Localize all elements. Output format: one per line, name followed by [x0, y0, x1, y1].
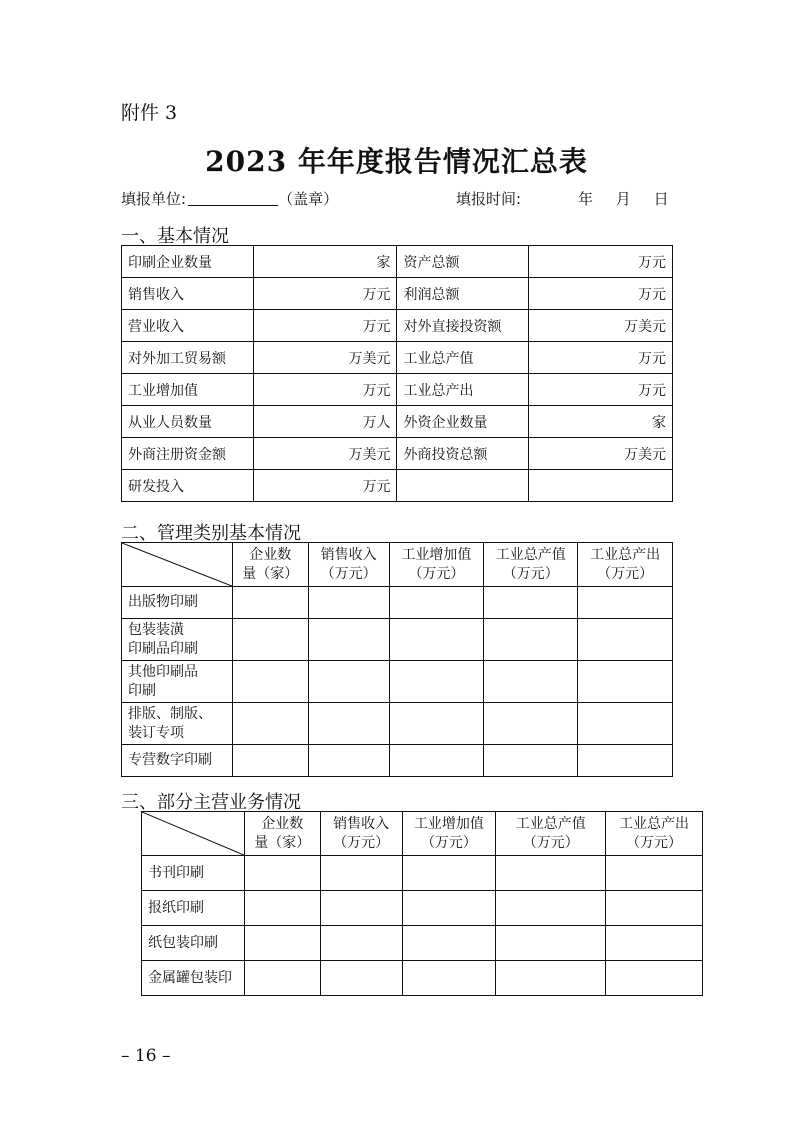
data-entry-cell[interactable] [389, 661, 484, 703]
data-entry-cell[interactable] [402, 856, 496, 891]
data-entry-cell[interactable] [244, 926, 320, 961]
cell-line: 销售收入 [320, 546, 377, 563]
row-label [122, 661, 233, 703]
row-label: 金属罐包装印 [142, 961, 245, 996]
table-row [122, 438, 673, 470]
basic-info-table [121, 245, 673, 502]
table-row [122, 587, 673, 619]
data-entry-cell[interactable] [578, 661, 673, 703]
data-entry-cell[interactable] [320, 856, 402, 891]
indicator-label: 工业增加值 [122, 374, 254, 406]
cell-line: 工业总产值 [515, 815, 586, 832]
indicator-value-cell[interactable]: 万人 [253, 406, 397, 438]
data-entry-cell[interactable] [578, 703, 673, 745]
cell-line: 企业数 [249, 546, 292, 563]
data-entry-cell[interactable] [244, 856, 320, 891]
indicator-value-cell[interactable]: 万元 [529, 278, 673, 310]
data-entry-cell[interactable] [308, 619, 389, 661]
data-entry-cell[interactable] [320, 961, 402, 996]
data-entry-cell[interactable] [232, 745, 308, 777]
row-label [122, 587, 233, 619]
column-header [389, 543, 484, 587]
cell-line: （万元） [408, 565, 465, 582]
business-table [141, 811, 703, 996]
data-entry-cell[interactable] [244, 961, 320, 996]
reporting-time-label: 填报时间: [456, 190, 522, 208]
data-entry-cell[interactable] [484, 587, 578, 619]
table-row [142, 926, 703, 961]
data-entry-cell[interactable] [402, 961, 496, 996]
cell-line: 工业总产出 [619, 815, 690, 832]
column-header [320, 812, 402, 856]
data-entry-cell[interactable] [308, 587, 389, 619]
cell-line: 其他印刷品 [128, 663, 198, 680]
table-row [122, 406, 673, 438]
indicator-label: 外资企业数量 [397, 406, 529, 438]
category-table-corner [122, 543, 233, 587]
indicator-value-cell[interactable]: 万元 [529, 342, 673, 374]
reporting-date [578, 188, 669, 209]
data-entry-cell[interactable] [320, 926, 402, 961]
cell-line: 工业总产值 [495, 546, 566, 563]
indicator-value-cell[interactable]: 万美元 [529, 438, 673, 470]
section1-title: 一、基本情况 [121, 226, 229, 247]
cell-line: 工业增加值 [413, 815, 484, 832]
table-row [122, 470, 673, 502]
data-entry-cell[interactable] [308, 703, 389, 745]
table-row [122, 745, 673, 777]
column-header [308, 543, 389, 587]
data-entry-cell[interactable] [389, 745, 484, 777]
cell-line: 销售收入 [333, 815, 390, 832]
cell-line: 专营数字印刷 [128, 752, 212, 768]
row-label [122, 703, 233, 745]
year-label: 年 [578, 190, 594, 208]
indicator-label: 工业总产值 [397, 342, 529, 374]
indicator-value-cell[interactable]: 家 [253, 246, 397, 278]
cell-line: 量（家） [242, 565, 299, 582]
indicator-label: 印刷企业数量 [122, 246, 254, 278]
column-header [244, 812, 320, 856]
column-header [484, 543, 578, 587]
category-table [121, 542, 673, 777]
data-entry-cell[interactable] [496, 891, 606, 926]
data-entry-cell[interactable] [389, 703, 484, 745]
data-entry-cell[interactable] [232, 619, 308, 661]
indicator-value-cell[interactable]: 万美元 [253, 342, 397, 374]
table-row [122, 661, 673, 703]
section2-title: 二、管理类别基本情况 [121, 523, 301, 544]
cell-line: 工业总产出 [590, 546, 661, 563]
data-entry-cell[interactable] [308, 661, 389, 703]
data-entry-cell[interactable] [402, 926, 496, 961]
indicator-value-cell[interactable] [529, 470, 673, 502]
cell-line: （万元） [597, 565, 654, 582]
reporting-unit-label: 填报单位: [121, 190, 187, 208]
reporting-unit-blank[interactable] [188, 191, 278, 206]
seal-note: （盖章） [278, 190, 339, 208]
row-label: 书刊印刷 [142, 856, 245, 891]
column-header [232, 543, 308, 587]
indicator-label [397, 470, 529, 502]
table-row [122, 278, 673, 310]
indicator-label: 外商投资总额 [397, 438, 529, 470]
data-entry-cell[interactable] [320, 891, 402, 926]
column-header [578, 543, 673, 587]
cell-line: （万元） [626, 834, 683, 851]
indicator-value-cell[interactable]: 万元 [253, 470, 397, 502]
table-row [122, 342, 673, 374]
cell-line: 出版物印刷 [128, 594, 198, 610]
data-entry-cell[interactable] [578, 587, 673, 619]
cell-line: 印刷 [128, 682, 156, 699]
indicator-value-cell[interactable]: 万元 [253, 374, 397, 406]
data-entry-cell[interactable] [606, 961, 703, 996]
cell-line: 工业增加值 [401, 546, 472, 563]
data-entry-cell[interactable] [389, 587, 484, 619]
indicator-label: 资产总额 [397, 246, 529, 278]
table-row [142, 856, 703, 891]
indicator-label: 工业总产出 [397, 374, 529, 406]
table-row [142, 961, 703, 996]
cell-line: （万元） [502, 565, 559, 582]
table-row [122, 619, 673, 661]
cell-line: 量（家） [254, 834, 311, 851]
indicator-label: 利润总额 [397, 278, 529, 310]
business-table-corner [142, 812, 245, 856]
data-entry-cell[interactable] [232, 703, 308, 745]
column-header [606, 812, 703, 856]
indicator-label: 从业人员数量 [122, 406, 254, 438]
table-row [122, 310, 673, 342]
table-row [142, 891, 703, 926]
table-row [122, 374, 673, 406]
data-entry-cell[interactable] [578, 619, 673, 661]
indicator-value-cell[interactable]: 万元 [529, 246, 673, 278]
data-entry-cell[interactable] [496, 961, 606, 996]
indicator-value-cell[interactable]: 万美元 [529, 310, 673, 342]
cell-line: （万元） [320, 565, 377, 582]
data-entry-cell[interactable] [389, 619, 484, 661]
page-number: – 16 – [121, 1046, 171, 1066]
data-entry-cell[interactable] [484, 619, 578, 661]
data-entry-cell[interactable] [402, 891, 496, 926]
cell-line: 排版、制版、 [128, 705, 212, 722]
cell-line: （万元） [522, 834, 579, 851]
page-title: 2023 年年度报告情况汇总表 [205, 145, 588, 178]
row-label [122, 619, 233, 661]
column-header [402, 812, 496, 856]
row-label [122, 745, 233, 777]
indicator-value-cell[interactable]: 万美元 [253, 438, 397, 470]
data-entry-cell[interactable] [606, 891, 703, 926]
row-label: 报纸印刷 [142, 891, 245, 926]
table-row [122, 703, 673, 745]
indicator-label: 外商注册资金额 [122, 438, 254, 470]
indicator-label: 研发投入 [122, 470, 254, 502]
indicator-label: 对外直接投资额 [397, 310, 529, 342]
cell-line: 印刷品印刷 [128, 640, 198, 657]
data-entry-cell[interactable] [484, 745, 578, 777]
section3-title: 三、部分主营业务情况 [121, 792, 301, 813]
data-entry-cell[interactable] [496, 926, 606, 961]
indicator-label: 营业收入 [122, 310, 254, 342]
indicator-value-cell[interactable]: 万元 [529, 374, 673, 406]
data-entry-cell[interactable] [496, 856, 606, 891]
data-entry-cell[interactable] [308, 745, 389, 777]
table-row [122, 246, 673, 278]
row-label: 纸包装印刷 [142, 926, 245, 961]
indicator-value-cell[interactable]: 万元 [253, 278, 397, 310]
indicator-label: 对外加工贸易额 [122, 342, 254, 374]
data-entry-cell[interactable] [244, 891, 320, 926]
day-label: 日 [653, 190, 669, 208]
data-entry-cell[interactable] [232, 661, 308, 703]
indicator-label: 销售收入 [122, 278, 254, 310]
cell-line: （万元） [420, 834, 477, 851]
cell-line: （万元） [333, 834, 390, 851]
attachment-label: 附件 3 [121, 102, 178, 124]
cell-line: 包装装潢 [128, 621, 184, 638]
data-entry-cell[interactable] [232, 587, 308, 619]
data-entry-cell[interactable] [484, 703, 578, 745]
indicator-value-cell[interactable]: 万元 [253, 310, 397, 342]
indicator-value-cell[interactable]: 家 [529, 406, 673, 438]
reporting-unit [121, 188, 338, 209]
cell-line: 企业数 [261, 815, 304, 832]
data-entry-cell[interactable] [484, 661, 578, 703]
data-entry-cell[interactable] [578, 745, 673, 777]
cell-line: 装订专项 [128, 724, 184, 741]
month-label: 月 [615, 190, 631, 208]
data-entry-cell[interactable] [606, 856, 703, 891]
column-header [496, 812, 606, 856]
data-entry-cell[interactable] [606, 926, 703, 961]
